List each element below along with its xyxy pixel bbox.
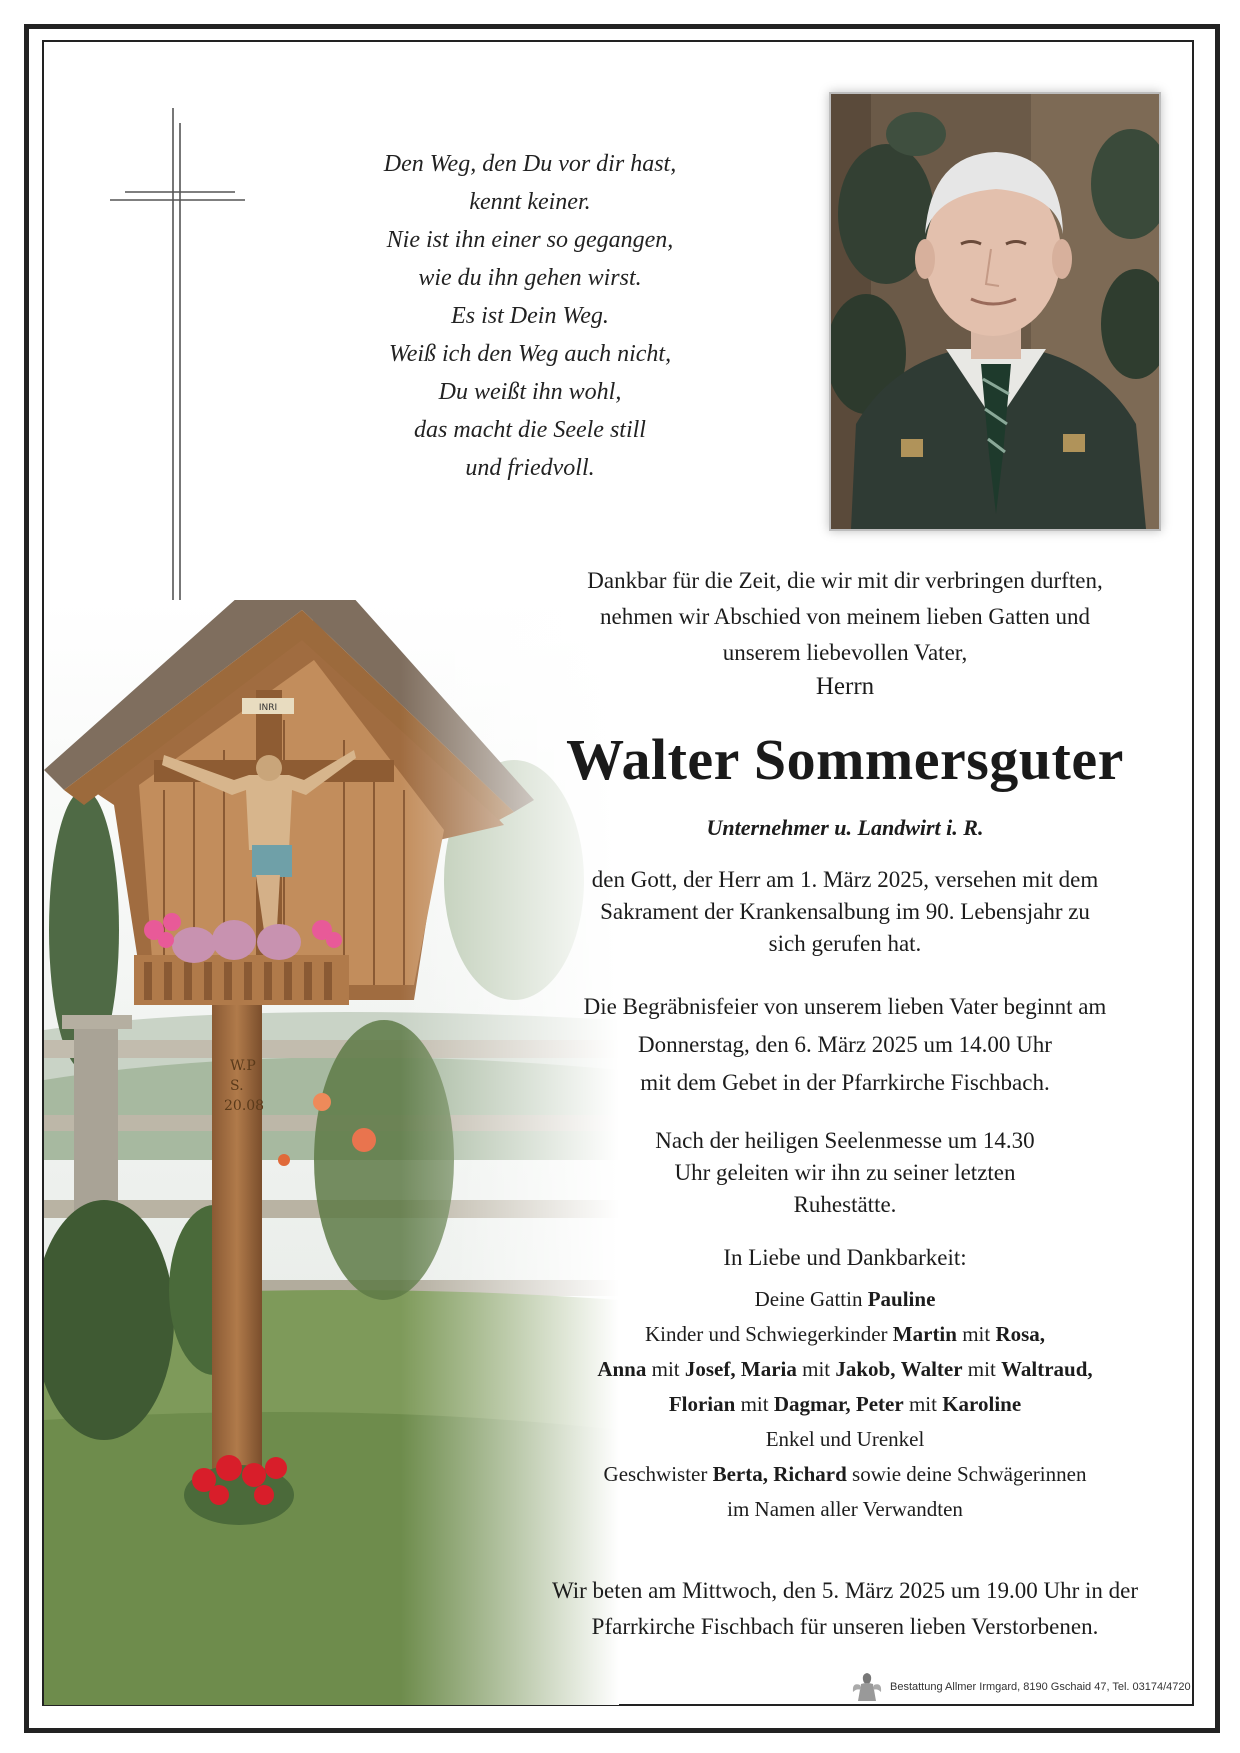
poem — [330, 145, 730, 487]
intro-text — [530, 563, 1160, 671]
partner-name: Rosa, — [995, 1322, 1046, 1346]
funeral-line: Die Begräbnisfeier von unserem lieben Vater beginnt am — [583, 994, 1107, 1019]
partner-name: Waltraud, — [1001, 1357, 1093, 1381]
label: sowie deine Schwägerinnen — [846, 1462, 1087, 1486]
connector: mit — [956, 1322, 996, 1346]
wife-name: Pauline — [867, 1287, 936, 1311]
intro-line: Dankbar für die Zeit, die wir mit dir verbringen durften, — [587, 568, 1103, 593]
partner-name: Jakob, — [835, 1357, 896, 1381]
poem-line: Du weißt ihn wohl, — [438, 379, 622, 405]
death-notice — [530, 864, 1160, 960]
poem-line: Es ist Dein Weg. — [451, 303, 609, 329]
family-list — [530, 1282, 1160, 1527]
footer-text: Bestattung Allmer Irmgard, 8190 Gschaid 47, Tel. 03174/4720 — [890, 1681, 1191, 1693]
death-line: den Gott, der Herr am 1. März 2025, versehen mit dem — [591, 867, 1099, 892]
deceased-name: Walter Sommersguter — [566, 727, 1124, 792]
funeral-line: mit dem Gebet in der Pfarrkirche Fischbach. — [640, 1070, 1050, 1095]
mass-info — [530, 1125, 1160, 1221]
partner-name: Josef, — [684, 1357, 736, 1381]
child-name: Florian — [668, 1392, 736, 1416]
family-line-grandchildren: Enkel und Urenkel — [765, 1427, 925, 1451]
poem-line: wie du ihn gehen wirst. — [418, 265, 642, 291]
poem-line: und friedvoll. — [465, 455, 595, 481]
sibling-name: Berta, — [712, 1462, 769, 1486]
cross-icon — [110, 108, 245, 618]
partner-name: Karoline — [942, 1392, 1022, 1416]
child-name: Anna — [597, 1357, 647, 1381]
mass-line: Ruhestätte. — [793, 1192, 897, 1217]
child-name: Walter — [900, 1357, 963, 1381]
mass-line: Nach der heiligen Seelenmesse um 14.30 — [655, 1128, 1035, 1153]
connector: mit — [646, 1357, 685, 1381]
funeral-info — [530, 988, 1160, 1102]
family-line-relatives: im Namen aller Verwandten — [727, 1497, 963, 1521]
family-line-wife — [530, 1282, 1160, 1317]
prayer-line: Wir beten am Mittwoch, den 5. März 2025 um 19.00 Uhr in der — [551, 1578, 1139, 1603]
death-line: sich gerufen hat. — [768, 931, 922, 956]
connector: mit — [903, 1392, 943, 1416]
funeral-home-footer — [850, 1670, 1191, 1704]
family-line-children-2 — [530, 1352, 1160, 1387]
connector: mit — [962, 1357, 1002, 1381]
prayer-line: Pfarrkirche Fischbach für unseren lieben Verstorbenen. — [591, 1614, 1099, 1639]
family-line-siblings — [530, 1457, 1160, 1492]
funeral-line: Donnerstag, den 6. März 2025 um 14.00 Uhr — [638, 1032, 1052, 1057]
poem-line: das macht die Seele still — [414, 417, 646, 443]
death-line: Sakrament der Krankensalbung im 90. Lebensjahr zu — [600, 899, 1090, 924]
child-name: Martin — [892, 1322, 957, 1346]
portrait-photo — [829, 92, 1161, 531]
label: Deine Gattin — [754, 1287, 868, 1311]
poem-line: Nie ist ihn einer so gegangen, — [386, 227, 674, 253]
profession: Unternehmer u. Landwirt i. R. — [706, 815, 984, 840]
child-name: Peter — [855, 1392, 904, 1416]
family-line-children-3 — [530, 1387, 1160, 1422]
label: Geschwister — [603, 1462, 713, 1486]
connector: mit — [796, 1357, 836, 1381]
angel-logo-icon — [850, 1670, 884, 1704]
family-line-children — [530, 1317, 1160, 1352]
poem-line: kennt keiner. — [469, 189, 591, 215]
intro-line: nehmen wir Abschied von meinem lieben Gatten und — [600, 604, 1090, 629]
poem-line: Den Weg, den Du vor dir hast, — [383, 151, 677, 177]
sibling-name: Richard — [773, 1462, 847, 1486]
intro-line: unserem liebevollen Vater, — [722, 640, 968, 665]
connector: mit — [735, 1392, 774, 1416]
partner-name: Dagmar, — [773, 1392, 851, 1416]
mass-line: Uhr geleiten wir ihn zu seiner letzten — [674, 1160, 1016, 1185]
thanks-heading: In Liebe und Dankbarkeit: — [723, 1245, 967, 1270]
prayer-info — [530, 1573, 1160, 1645]
poem-line: Weiß ich den Weg auch nicht, — [388, 341, 672, 367]
salutation: Herrn — [815, 673, 875, 700]
label: Kinder und Schwiegerkinder — [644, 1322, 893, 1346]
child-name: Maria — [740, 1357, 797, 1381]
portrait-image — [831, 94, 1159, 529]
